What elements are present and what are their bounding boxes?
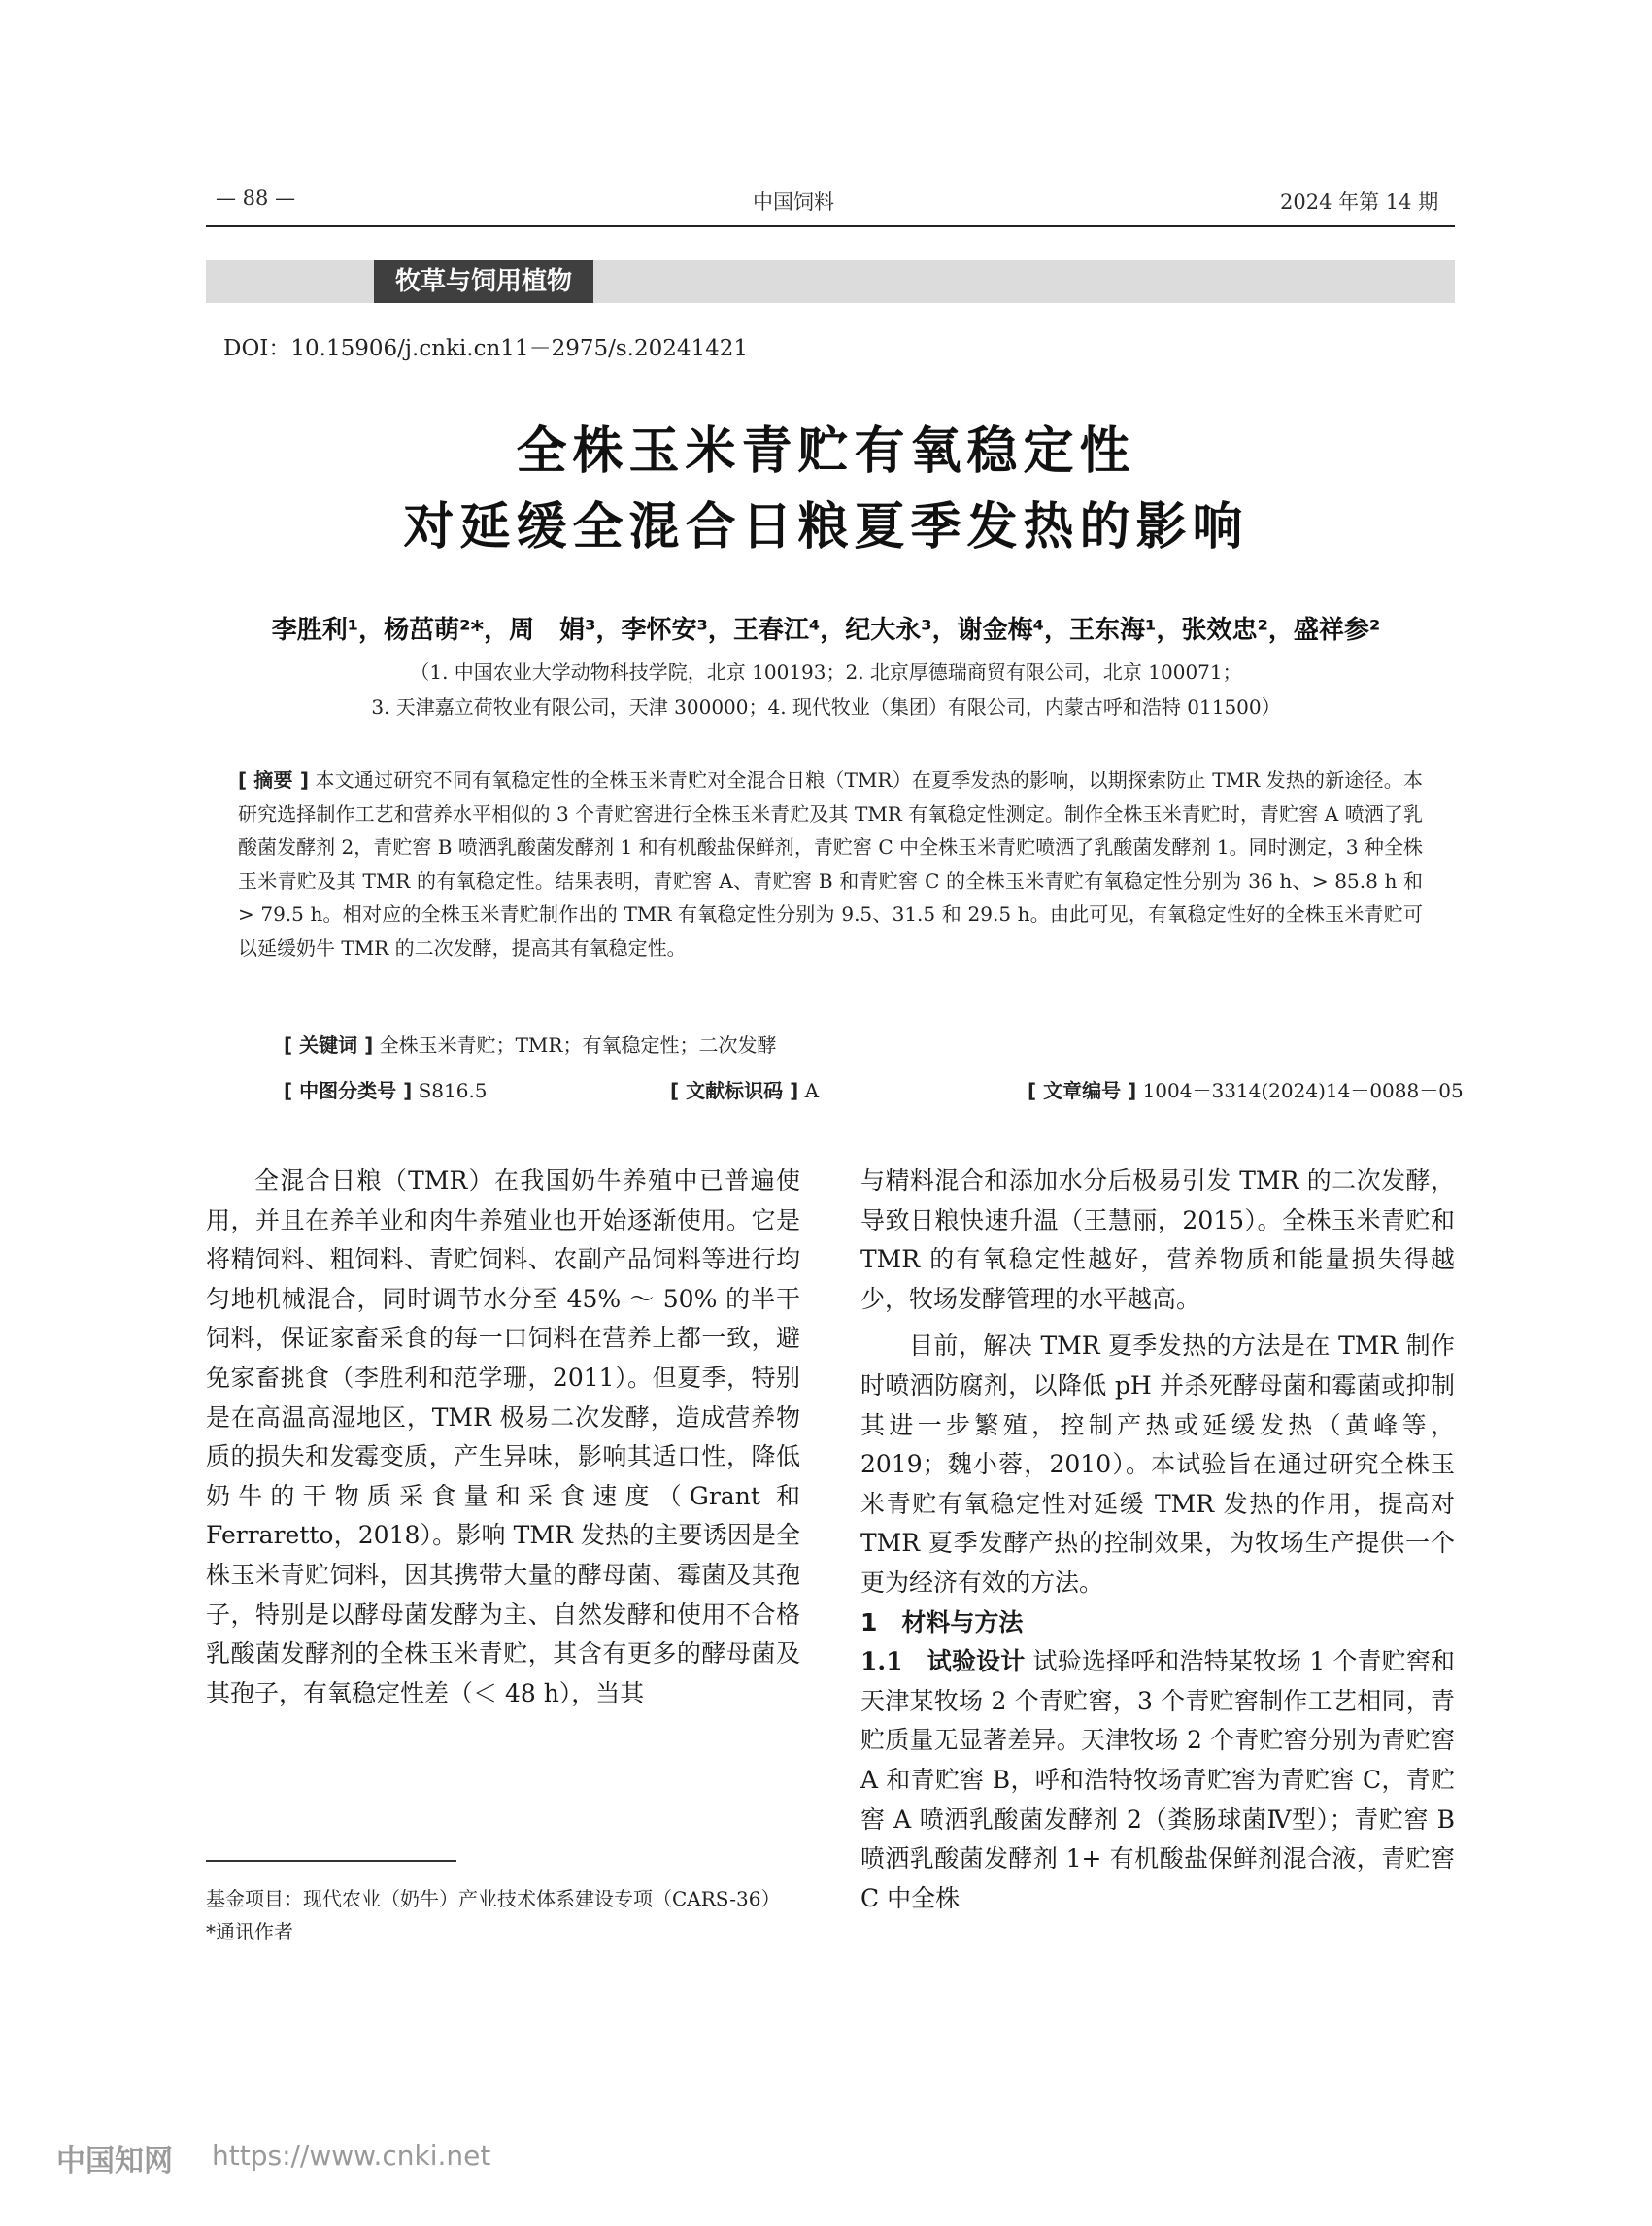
clc-label: [ 中图分类号 ] [284,1079,413,1102]
body-column-right [860,1162,1455,1918]
section-heading: 1 材料与方法 [860,1607,1024,1636]
clc-value: S816.5 [418,1079,488,1102]
clc-number [284,1075,488,1103]
section-tag: 牧草与饲用植物 [374,260,593,303]
author-list: 李胜利¹，杨茁萌²*，周 娟³，李怀安³，王春江⁴，纪大永³，谢金梅⁴，王东海¹，张效忠²，盛祥参² [271,616,1381,645]
article-number-value: 1004－3314(2024)14－0088－05 [1142,1079,1464,1102]
footnote-rule [206,1860,456,1862]
subsection-heading: 1.1 试验设计 [860,1647,1026,1676]
footnotes [206,1882,800,1948]
article-number [1028,1075,1464,1103]
header-rule [206,225,1455,227]
subsection-text: 试验选择呼和浩特某牧场 1 个青贮窖和天津某牧场 2 个青贮窖，3 个青贮窖制作工艺相同，青贮质量无显著差异。天津牧场 2 个青贮窖分别为青贮窖 A 和青贮窖 B，呼和浩特牧场青贮窖为青贮窖 C，青贮窖 A 喷洒乳酸菌发酵剂 2（粪肠球菌Ⅳ型）；青贮窖 B 喷洒乳酸菌发酵剂 1+ 有机酸盐保鲜剂混合液，青贮窖 C 中全株 [860,1647,1455,1912]
body-paragraph: 与精料混合和添加水分后极易引发 TMR 的二次发酵，导致日粮快速升温（王慧丽，2015）。全株玉米青贮和 TMR 的有氧稳定性越好，营养物质和能量损失得越少，牧场发酵管理的水平越高。 [860,1166,1455,1313]
keywords-text: 全株玉米青贮；TMR；有氧稳定性；二次发酵 [379,1033,777,1057]
journal-name: 中国饲料 [753,190,834,214]
page-number: — 88 — [216,186,296,210]
keywords [284,1029,776,1058]
cnki-logo: 中国知网 [56,2144,173,2178]
title-line-1: 全株玉米青贮有氧稳定性 [516,422,1136,481]
keywords-label: [ 关键词 ] [284,1033,374,1057]
body-column-left [206,1162,800,1713]
cnki-url[interactable]: https://www.cnki.net [212,2140,491,2172]
affiliation-line-1: （1. 中国农业大学动物科技学院，北京 100193；2. 北京厚德瑞商贸有限公司，北京 100071； [410,660,1242,684]
abstract-label: [ 摘要 ] [238,768,309,792]
issue-label: 2024 年第 14 期 [1280,190,1439,214]
subsection-paragraph [860,1642,1455,1918]
document-code-value: A [804,1079,820,1102]
body-paragraph: 目前，解决 TMR 夏季发热的方法是在 TMR 制作时喷洒防腐剂，以降低 pH 并杀死酵母菌和霉菌或抑制其进一步繁殖，控制产热或延缓发热（黄峰等，2019；魏小蓉，2010）。本试验旨在通过研究全株玉米青贮有氧稳定性对延缓 TMR 发热的作用，提高对 TMR 夏季发酵产热的控制效果，为牧场生产提供一个更为经济有效的方法。 [860,1332,1455,1597]
affiliation-line-2: 3. 天津嘉立荷牧业有限公司，天津 300000；4. 现代牧业（集团）有限公司，内蒙古呼和浩特 011500） [371,695,1281,719]
body-paragraph: 全混合日粮（TMR）在我国奶牛养殖中已普遍使用，并且在养羊业和肉牛养殖业也开始逐渐使用。它是将精饲料、粗饲料、青贮饲料、农副产品饲料等进行均匀地机械混合，同时调节水分至 45% ～ 50% 的半干饲料，保证家畜采食的每一口饲料在营养上都一致，避免家畜挑食（李胜利和范学珊，2011）。但夏季，特别是在高温高湿地区，TMR 极易二次发酵，造成营养物质的损失和发霉变质，产生异味，影响其适口性，降低奶牛的干物质采食量和采食速度（Grant 和 Ferraretto，2018）。影响 TMR 发热的主要诱因是全株玉米青贮饲料，因其携带大量的酵母菌、霉菌及其孢子，特别是以酵母菌发酵为主、自然发酵和使用不合格乳酸菌发酵剂的全株玉米青贮，其含有更多的酵母菌及其孢子，有氧稳定性差（＜ 48 h），当其 [206,1166,800,1707]
document-code [670,1075,819,1103]
doi-line: DOI：10.15906/j.cnki.cn11－2975/s.20241421 [223,336,749,361]
corresponding-note: *通讯作者 [206,1920,293,1943]
article-number-label: [ 文章编号 ] [1028,1079,1137,1102]
title-line-2: 对延缓全混合日粮夏季发热的影响 [403,498,1249,556]
abstract-text: 本文通过研究不同有氧稳定性的全株玉米青贮对全混合日粮（TMR）在夏季发热的影响，以期探索防止 TMR 发热的新途径。本研究选择制作工艺和营养水平相似的 3 个青贮窖进行全株玉米青贮及其 TMR 有氧稳定性测定。制作全株玉米青贮时，青贮窖 A 喷洒了乳酸菌发酵剂 2，青贮窖 B 喷洒乳酸菌发酵剂 1 和有机酸盐保鲜剂，青贮窖 C 中全株玉米青贮喷洒了乳酸菌发酵剂 1。同时测定，3 种全株玉米青贮及其 TMR 的有氧稳定性。结果表明，青贮窖 A、青贮窖 B 和青贮窖 C 的全株玉米青贮有氧稳定性分别为 36 h、> 85.8 h 和 > 79.5 h。相对应的全株玉米青贮制作出的 TMR 有氧稳定性分别为 9.5、31.5 和 29.5 h。由此可见，有氧稳定性好的全株玉米青贮可以延缓奶牛 TMR 的二次发酵，提高其有氧稳定性。 [238,768,1423,960]
document-code-label: [ 文献标识码 ] [670,1079,799,1102]
fund-note: 基金项目：现代农业（奶牛）产业技术体系建设专项（CARS-36） [206,1887,781,1910]
abstract [238,763,1423,964]
